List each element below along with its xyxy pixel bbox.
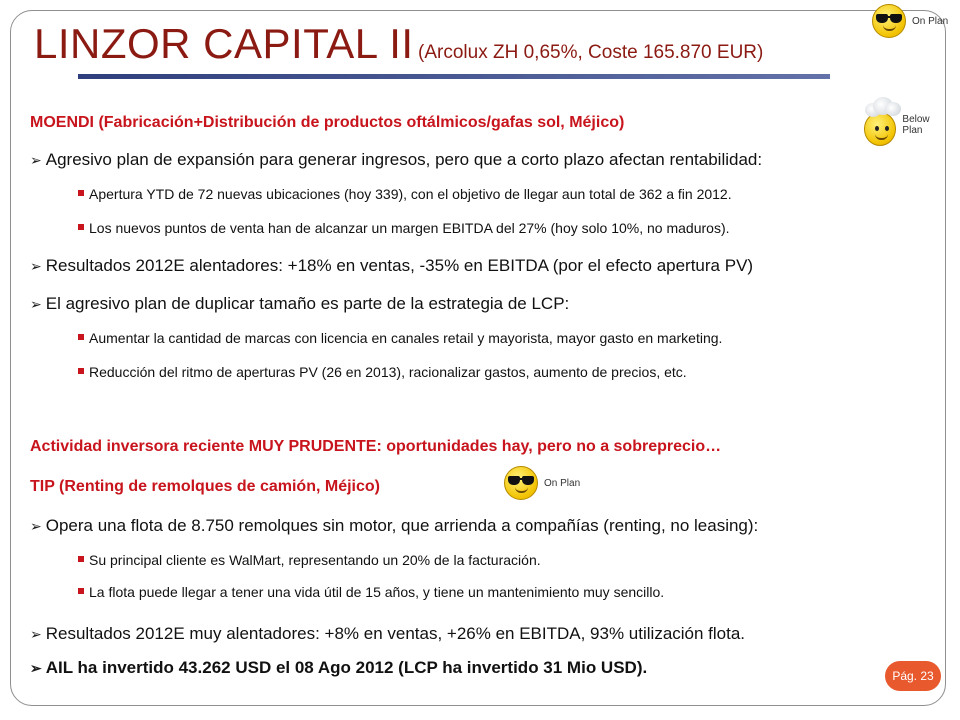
- page-number-badge: Pág. 23: [885, 661, 941, 691]
- square-bullet-icon: [78, 556, 84, 562]
- cloudy-smiley-icon: [864, 112, 896, 146]
- bullet-text: AIL ha invertido 43.262 USD el 08 Ago 2012 (LCP ha invertido 31 Mio USD).: [45, 658, 648, 677]
- section-heading-moendi: MOENDI (Fabricación+Distribución de productos oftálmicos/gafas sol, Méjico): [30, 114, 625, 131]
- arrow-bullet-icon: ➢: [30, 258, 42, 274]
- bullet-point: [30, 256, 753, 276]
- sub-bullet-text: Aumentar la cantidad de marcas con licencia en canales retail y mayorista, mayor gasto en marketing.: [89, 330, 723, 346]
- square-bullet-icon: [78, 190, 84, 196]
- section-heading-tip: TIP (Renting de remolques de camión, Méjico): [30, 478, 380, 495]
- bullet-point: [30, 150, 762, 170]
- sunglasses-smiley-icon: [504, 466, 538, 500]
- moendi-status-badge: [864, 104, 950, 146]
- bullet-text: El agresivo plan de duplicar tamaño es parte de la estrategia de LCP:: [45, 294, 570, 313]
- bullet-point: [30, 516, 758, 536]
- arrow-bullet-icon: ➢: [30, 626, 42, 642]
- sub-bullet: [78, 584, 664, 600]
- bullet-point: [30, 624, 745, 644]
- sub-bullet-text: Apertura YTD de 72 nuevas ubicaciones (hoy 339), con el objetivo de llegar aun total de 362 a fin 2012.: [89, 186, 732, 202]
- sub-bullet: [78, 552, 541, 568]
- title-main: LINZOR CAPITAL II: [34, 20, 414, 67]
- square-bullet-icon: [78, 224, 84, 230]
- header-status-badge: [872, 4, 948, 38]
- arrow-bullet-icon: ➢: [30, 296, 42, 312]
- sub-bullet-text: La flota puede llegar a tener una vida útil de 15 años, y tiene un mantenimiento muy sencillo.: [89, 584, 665, 600]
- header-status-label: On Plan: [912, 15, 949, 27]
- sub-bullet: [78, 330, 722, 346]
- square-bullet-icon: [78, 368, 84, 374]
- bullet-text: Resultados 2012E alentadores: +18% en ventas, -35% en EBITDA (por el efecto apertura PV): [45, 256, 754, 275]
- bullet-text: Resultados 2012E muy alentadores: +8% en ventas, +26% en EBITDA, 93% utilización flota.: [45, 624, 746, 643]
- arrow-bullet-icon: ➢: [30, 660, 42, 676]
- tip-status-label: On Plan: [544, 477, 581, 489]
- bullet-text: Opera una flota de 8.750 remolques sin motor, que arrienda a compañías (renting, no leasing):: [45, 516, 759, 535]
- sub-bullet-text: Su principal cliente es WalMart, representando un 20% de la facturación.: [89, 552, 541, 568]
- title-subtitle: (Arcolux ZH 0,65%, Coste 165.870 EUR): [418, 42, 764, 63]
- title-underline: [78, 74, 830, 79]
- arrow-bullet-icon: ➢: [30, 518, 42, 534]
- sub-bullet: [78, 186, 732, 202]
- sunglasses-smiley-icon: [872, 4, 906, 38]
- square-bullet-icon: [78, 334, 84, 340]
- bullet-point: [30, 294, 569, 314]
- sub-bullet: [78, 220, 730, 236]
- sub-bullet-text: Reducción del ritmo de aperturas PV (26 en 2013), racionalizar gastos, aumento de precios, etc.: [89, 364, 687, 380]
- square-bullet-icon: [78, 588, 84, 594]
- arrow-bullet-icon: ➢: [30, 152, 42, 168]
- section-heading-actividad: Actividad inversora reciente MUY PRUDENTE: oportunidades hay, pero no a sobreprecio…: [30, 438, 722, 455]
- moendi-status-label: Below Plan: [902, 114, 930, 136]
- bullet-point: [30, 658, 647, 678]
- sub-bullet-text: Los nuevos puntos de venta han de alcanzar un margen EBITDA del 27% (hoy solo 10%, no maduros).: [89, 220, 730, 236]
- bullet-text: Agresivo plan de expansión para generar ingresos, pero que a corto plazo afectan rentabilidad:: [45, 150, 763, 169]
- slide-title: [34, 20, 763, 68]
- tip-status-badge: [504, 466, 580, 500]
- sub-bullet: [78, 364, 687, 380]
